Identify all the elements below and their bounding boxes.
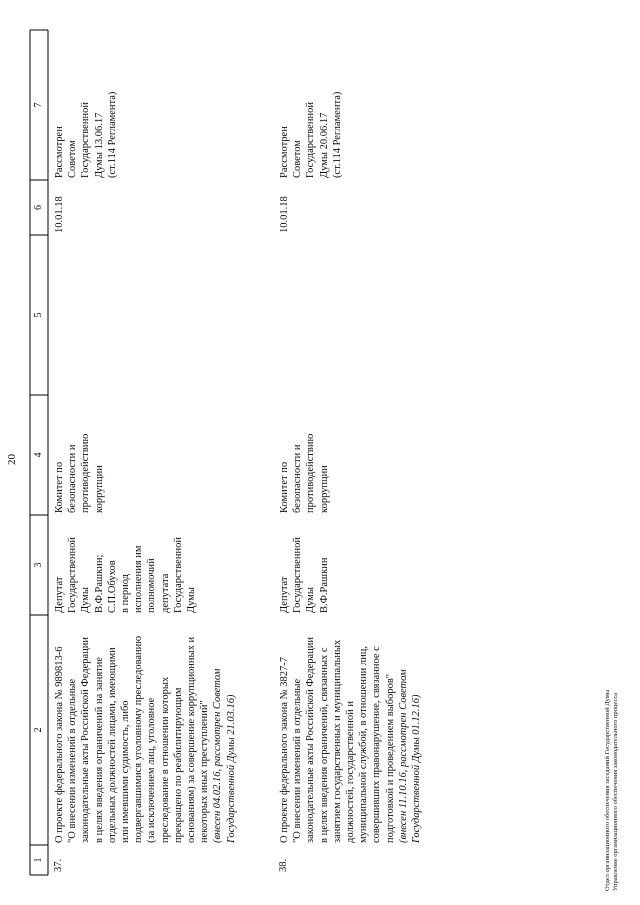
row-description: О проекте федерального закона № 989813-6 "О внесении изменений в отдельные законодательные акты Российской Федерации в целях введения ограничений на занятие отдельных должностей лицами, имеющими или имевшими судимость, либо подвергавшимися уголовному преследованию (за исключением лиц, уголовное преследование в отношении которых прекращено по реабилитирующим основаниям) за совершение коррупционных и некоторых иных преступлений" (внесен 04.02.16, рассмотрен Советом Государственной Думы 21.03.16) bbox=[54, 635, 237, 843]
row-number: 38. bbox=[278, 858, 289, 872]
row-authors: Депутат Государственной Думы В.Ф.Рашкин; С.П.Обухов в период исполнения им полномочий депутата Государственной Думы bbox=[54, 537, 198, 613]
row-number: 37. bbox=[53, 858, 64, 872]
header-col-3: 3 bbox=[33, 562, 44, 568]
row-status: Рассмотрен Советом Государственной Думы 13.06.17 (ст.114 Регламента) bbox=[54, 91, 118, 178]
row-committee: Комитет по безопасности и противодействию коррупции bbox=[54, 433, 105, 513]
header-col-1: 1 bbox=[33, 857, 44, 863]
footer-text: Отдел организационного обеспечения заседаний Государственной Думы Управление организационного обеспечения законодательного процесса bbox=[604, 689, 619, 891]
page-number: 20 bbox=[6, 454, 18, 465]
row-description: О проекте федерального закона № 3827-7 "О внесении изменений в отдельные законодательные акты Российской Федерации в целях введения ограничений, связанных с занятием государственных и муниципальных должностей, государственной и муниципальной службой, в отношении лиц, совершивших правонарушение, связанное с подготовкой и проведением выборов" (внесен 11.10.16, рассмотрен Советом Государственной Думы 01.12.16) bbox=[279, 636, 423, 843]
row-date: 10.01.18 bbox=[279, 196, 290, 233]
row-authors: Депутат Государственной Думы В.Ф.Рашкин bbox=[279, 537, 330, 613]
row-committee: Комитет по безопасности и противодействию коррупции bbox=[279, 433, 330, 513]
header-col-2: 2 bbox=[33, 727, 44, 733]
header-col-4: 4 bbox=[33, 452, 44, 458]
row-status: Рассмотрен Советом Государственной Думы 20.06.17 (ст.114 Регламента) bbox=[279, 91, 343, 178]
header-col-6: 6 bbox=[33, 205, 44, 210]
row-date: 10.01.18 bbox=[54, 196, 65, 233]
header-col-5: 5 bbox=[33, 312, 44, 318]
header-col-7: 7 bbox=[33, 102, 44, 108]
